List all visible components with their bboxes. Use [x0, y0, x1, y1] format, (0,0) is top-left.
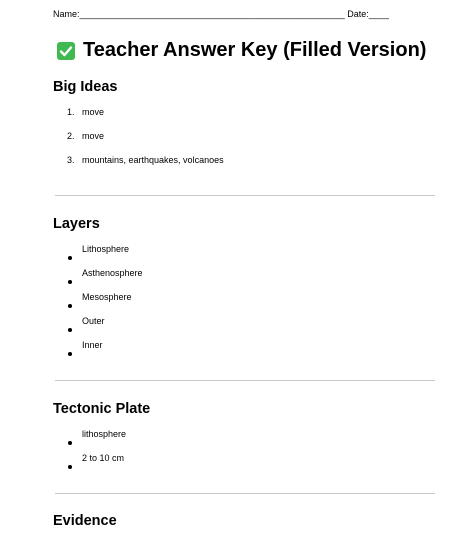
list-item-text: 2 to 10 cm	[82, 453, 125, 463]
name-date-line: Name:_____________________________________________________ Date:____	[53, 9, 389, 19]
layers-list	[67, 243, 143, 363]
page-title-row	[57, 39, 426, 62]
list-item	[67, 106, 224, 130]
section-heading-evidence: Evidence	[53, 513, 117, 529]
list-item	[67, 428, 126, 452]
list-item	[67, 291, 143, 315]
section-divider	[55, 493, 435, 494]
big-ideas-list	[67, 106, 224, 178]
list-item	[67, 452, 126, 476]
list-item-text: Lithosphere	[82, 244, 130, 254]
list-item	[67, 339, 143, 363]
check-mark-icon	[57, 42, 75, 60]
list-item	[67, 315, 143, 339]
list-item	[67, 154, 224, 178]
list-item-text: Inner	[82, 340, 103, 350]
list-item-text: Mesosphere	[82, 292, 132, 302]
list-item	[67, 243, 143, 267]
list-number: 3.	[67, 155, 75, 165]
list-item	[67, 130, 224, 154]
section-heading-layers: Layers	[53, 216, 100, 232]
list-number: 1.	[67, 107, 75, 117]
list-item-text: Asthenosphere	[82, 268, 143, 278]
list-item-text: mountains, earthquakes, volcanoes	[82, 155, 224, 165]
list-item-text: move	[82, 107, 105, 117]
list-item-text: lithosphere	[82, 429, 127, 439]
page-title: Teacher Answer Key (Filled Version)	[83, 39, 427, 61]
list-item-text: Outer	[82, 316, 105, 326]
section-divider	[55, 195, 435, 196]
list-number: 2.	[67, 131, 75, 141]
tectonic-plate-list	[67, 428, 126, 476]
section-heading-big-ideas: Big Ideas	[53, 79, 118, 95]
list-item-text: move	[82, 131, 105, 141]
section-divider	[55, 380, 435, 381]
section-heading-tectonic-plate: Tectonic Plate	[53, 401, 151, 417]
list-item	[67, 267, 143, 291]
